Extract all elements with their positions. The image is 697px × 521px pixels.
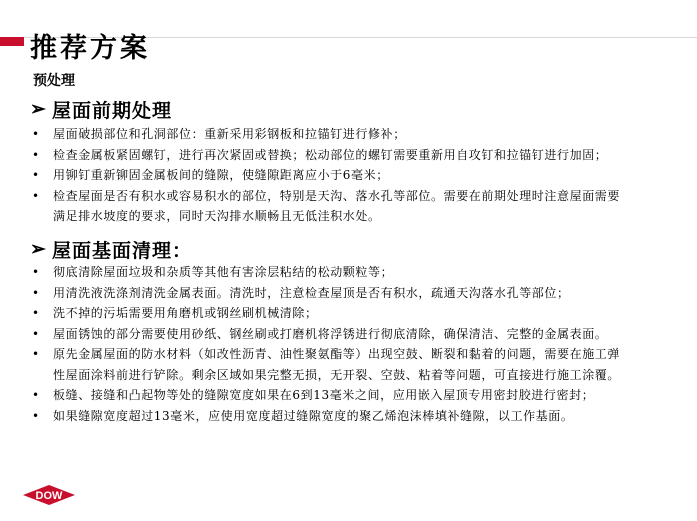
list-item: • 检查金属板紧固螺钉，进行再次紧固或替换；松动部位的螺钉需要重新用自攻钉和拉锚钉进行加固； xyxy=(30,145,627,166)
section-heading-text: 屋面基面清理： xyxy=(52,239,193,262)
arrow-bullet-icon: ➢ xyxy=(30,238,46,260)
dow-diamond-logo-icon xyxy=(21,484,77,506)
list-item: • 屋面破损部位和孔洞部位：重新采用彩钢板和拉锚钉进行修补； xyxy=(30,124,627,145)
section-list-prep xyxy=(30,124,627,227)
list-item: • 彻底清除屋面垃圾和杂质等其他有害涂层粘结的松动颗粒等； xyxy=(30,262,627,283)
page-subtitle: 预处理 xyxy=(33,73,75,89)
arrow-bullet-icon: ➢ xyxy=(30,98,46,120)
section-list-cleaning xyxy=(30,262,627,426)
list-item: • 原先金属屋面的防水材料（如改性沥青、油性聚氨酯等）出现空鼓、断裂和黏着的问题，需要在施工弹性屋面涂料前进行铲除。剩余区域如果完整无损，无开裂、空鼓、粘着等问题，可直接进行施工涂覆。 xyxy=(30,344,627,385)
logo-text: DOW xyxy=(35,490,63,502)
list-item: • 检查屋面是否有积水或容易积水的部位，特别是天沟、落水孔等部位。需要在前期处理时注意屋面需要满足排水坡度的要求，同时天沟排水顺畅且无低洼积水处。 xyxy=(30,186,627,227)
list-item: • 用清洗液洗涤剂清洗金属表面。清洗时，注意检查屋顶是否有积水，疏通天沟落水孔等部位； xyxy=(30,283,627,304)
list-item: • 屋面锈蚀的部分需要使用砂纸、钢丝刷或打磨机将浮锈进行彻底清除，确保清洁、完整的金属表面。 xyxy=(30,324,627,345)
section-heading-text: 屋面前期处理 xyxy=(52,99,173,122)
list-item: • 板缝、接缝和凸起物等处的缝隙宽度如果在6到13毫米之间，应用嵌入屋顶专用密封胶进行密封； xyxy=(30,385,627,406)
list-item: • 用铆钉重新铆固金属板间的缝隙，使缝隙距离应小于6毫米； xyxy=(30,165,627,186)
page-title: 推荐方案 xyxy=(30,33,150,64)
section-heading-cleaning xyxy=(30,236,192,262)
list-item: • 洗不掉的污垢需要用角磨机或钢丝刷机械清除； xyxy=(30,303,627,324)
section-heading-prep xyxy=(30,96,172,122)
title-accent-bar xyxy=(0,37,24,46)
list-item: • 如果缝隙宽度超过13毫米，应使用宽度超过缝隙宽度的聚乙烯泡沫棒填补缝隙，以工作基面。 xyxy=(30,406,627,427)
